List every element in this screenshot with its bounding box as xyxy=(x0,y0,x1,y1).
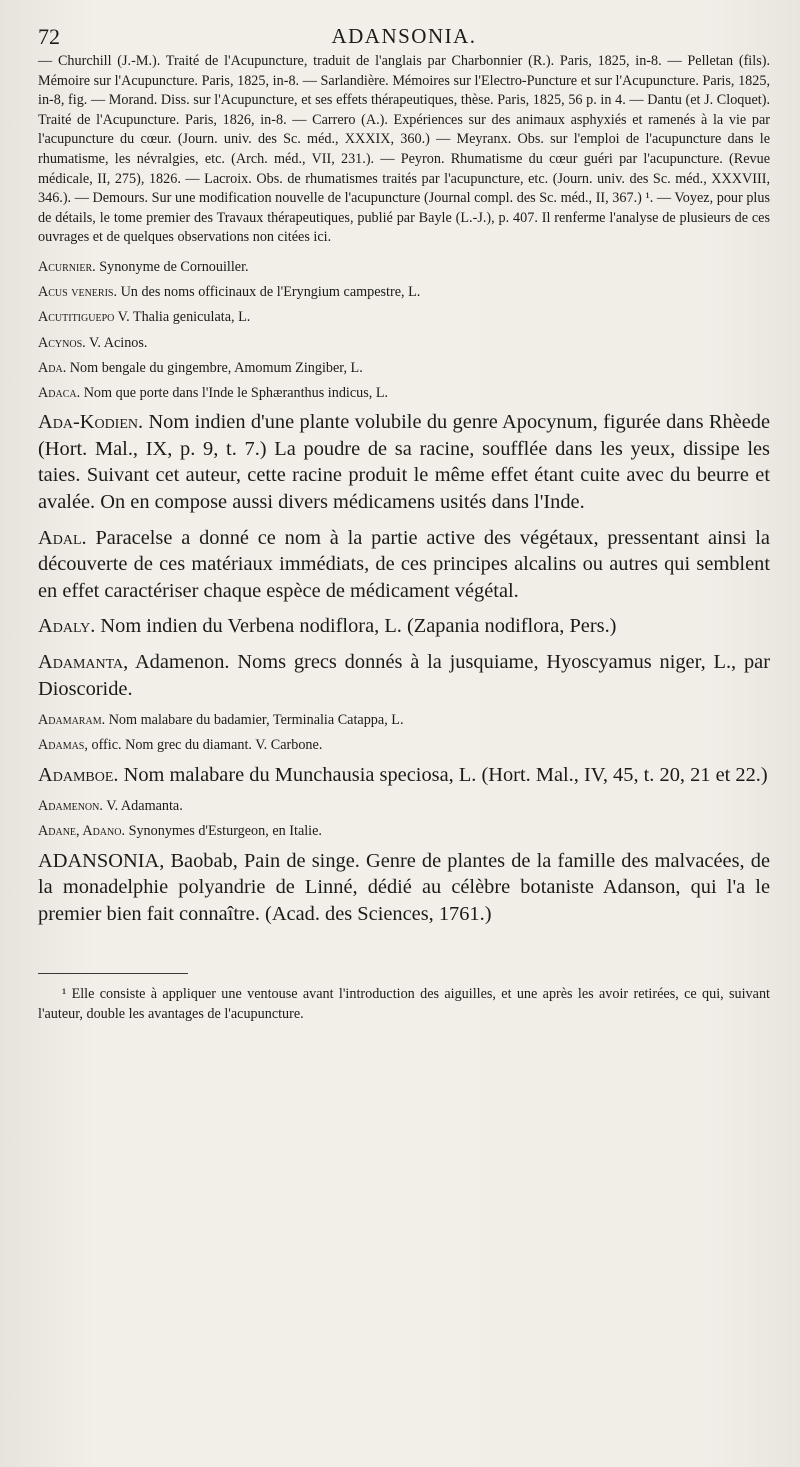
entry-term: Acus veneris. xyxy=(38,284,118,301)
dictionary-entry xyxy=(38,525,770,605)
entry-term: Acutitiguepo xyxy=(38,309,115,326)
entry-term: Acynos. xyxy=(38,334,86,351)
dictionary-entry xyxy=(38,308,770,327)
dictionary-entry xyxy=(38,822,770,841)
entry-text: V. Acinos. xyxy=(89,334,148,351)
page-number: 72 xyxy=(38,24,60,49)
dictionary-entry xyxy=(38,762,770,789)
entry-text: Adamenon. Noms grecs donnés à la jusquiame, Hyoscyamus niger, L., par Dioscoride. xyxy=(38,650,770,700)
entry-text: V. Thalia geniculata, L. xyxy=(117,309,251,326)
entry-text: Synonyme de Cornouiller. xyxy=(99,258,249,275)
page-header xyxy=(38,18,770,52)
entry-term: Adaca. xyxy=(38,384,81,401)
entries-list xyxy=(38,258,770,927)
bibliography-paragraph: — Churchill (J.-M.). Traité de l'Acupuncture, traduit de l'anglais par Charbonnier (R.). Paris, 1825, in-8. — Pelletan (fils). Mémoire sur l'Acupuncture. Paris, 1825, in-8. — Sarlandière. Mémoires sur l'Electro-Puncture et sur l'Acupuncture. Paris, 1825, in-8, fig. — Morand. Diss. sur l'Acupuncture, et ses effets thérapeutiques, thèse. Paris, 1825, 56 p. in 4. — Dantu (et J. Cloquet). Traité de l'Acupuncture. Paris, 1826, in-8. — Carrero (A.). Expériences sur des animaux asphyxiés et ramenés à la vie par l'acupuncture du cœur. (Journ. univ. des Sc. méd., XXXIX, 360.) — Meyranx. Obs. sur l'emploi de l'acupuncture dans le rhumatisme, les névralgies, etc. (Arch. méd., VII, 231.). — Peyron. Rhumatisme du cœur guéri par l'acupuncture. (Revue médicale, II, 275), 1826. — Lacroix. Obs. de rhumatismes traités par l'acupuncture, etc. (Journ. univ. des Sc. méd., XXXVIII, 346.). — Demours. Sur une modification nouvelle de l'acupuncture (Journal compl. des Sc. méd., II, 367.) ¹. — Voyez, pour plus de détails, le tome premier des Travaux thérapeutiques, publié par Bayle (L.-J.), p. 407. Il renferme l'analyse de plusieurs de ces ouvrages et de quelques observations non citées ici. xyxy=(38,53,770,246)
dictionary-entry xyxy=(38,334,770,353)
footnote-divider xyxy=(38,973,188,974)
entry-term: Ada-Kodien. xyxy=(38,411,144,434)
entry-term: Ada. xyxy=(38,359,67,376)
dictionary-entry xyxy=(38,283,770,302)
entry-term: Acurnier. xyxy=(38,258,96,275)
entry-text: Nom bengale du gingembre, Amomum Zingiber, L. xyxy=(69,359,363,376)
entry-term: Adamboe. xyxy=(38,763,119,786)
entry-text: offic. Nom grec du diamant. V. Carbone. xyxy=(91,737,323,754)
entry-text: Nom que porte dans l'Inde le Sphæranthus indicus, L. xyxy=(83,384,389,401)
dictionary-entry xyxy=(38,736,770,755)
entry-term: Adamaram. xyxy=(38,712,106,729)
dictionary-entry xyxy=(38,258,770,277)
entry-text: V. Adamanta. xyxy=(106,798,183,815)
entry-term: Adane, Adano. xyxy=(38,823,126,840)
dictionary-entry xyxy=(38,409,770,515)
entry-term: Adal. xyxy=(38,526,87,549)
dictionary-entry xyxy=(38,359,770,378)
entry-term: Adamanta, xyxy=(38,650,129,673)
entry-text: Synonymes d'Esturgeon, en Italie. xyxy=(128,823,322,840)
running-head: ADANSONIA. xyxy=(331,24,477,48)
dictionary-entry xyxy=(38,649,770,702)
entry-term: Adamas, xyxy=(38,737,88,754)
entry-text: Nom malabare du badamier, Terminalia Catappa, L. xyxy=(108,712,404,729)
dictionary-entry xyxy=(38,384,770,403)
entry-text: Nom indien d'une plante volubile du genre Apocynum, figurée dans Rhèede (Hort. Mal., IX, p. 9, t. 7.) La poudre de sa racine, soufflée dans les yeux, dissipe les taies. Suivant cet auteur, cette racine produit le même effet étant cuite avec du beurre et avalée. On en compose aussi divers médicamens usités dans l'Inde. xyxy=(38,411,770,513)
entry-text: Nom malabare du Munchausia speciosa, L. (Hort. Mal., IV, 45, t. 20, 21 et 22.) xyxy=(123,763,768,786)
dictionary-entry xyxy=(38,797,770,816)
entry-text: Paracelse a donné ce nom à la partie active des végétaux, pressentant ainsi la découverte de ces matériaux immédiats, de ces principes alcalins ou autres qui semblent en effet caractériser chaque espèce de médicament végétal. xyxy=(38,526,770,602)
entry-text: Un des noms officinaux de l'Eryngium campestre, L. xyxy=(120,284,421,301)
entry-term: Adaly. xyxy=(38,615,96,638)
dictionary-entry-adansonia xyxy=(38,848,770,928)
entry-term: Adamenon. xyxy=(38,798,103,815)
dictionary-entry xyxy=(38,613,770,640)
entry-text: Baobab, Pain de singe. Genre de plantes de la famille des malvacées, de la monadelphie polyandrie de Linné, dédié au célèbre botaniste Adanson, qui l'a le premier bien fait connaître. (Acad. des Sciences, 1761.) xyxy=(38,849,770,925)
dictionary-entry xyxy=(38,711,770,730)
entry-text: Nom indien du Verbena nodiflora, L. (Zapania nodiflora, Pers.) xyxy=(100,615,617,638)
footnote: ¹ Elle consiste à appliquer une ventouse avant l'introduction des aiguilles, et une après les avoir retirées, ce qui, suivant l'auteur, double les avantages de l'acupuncture. xyxy=(38,986,770,1023)
entry-term: ADANSONIA, xyxy=(38,849,165,872)
